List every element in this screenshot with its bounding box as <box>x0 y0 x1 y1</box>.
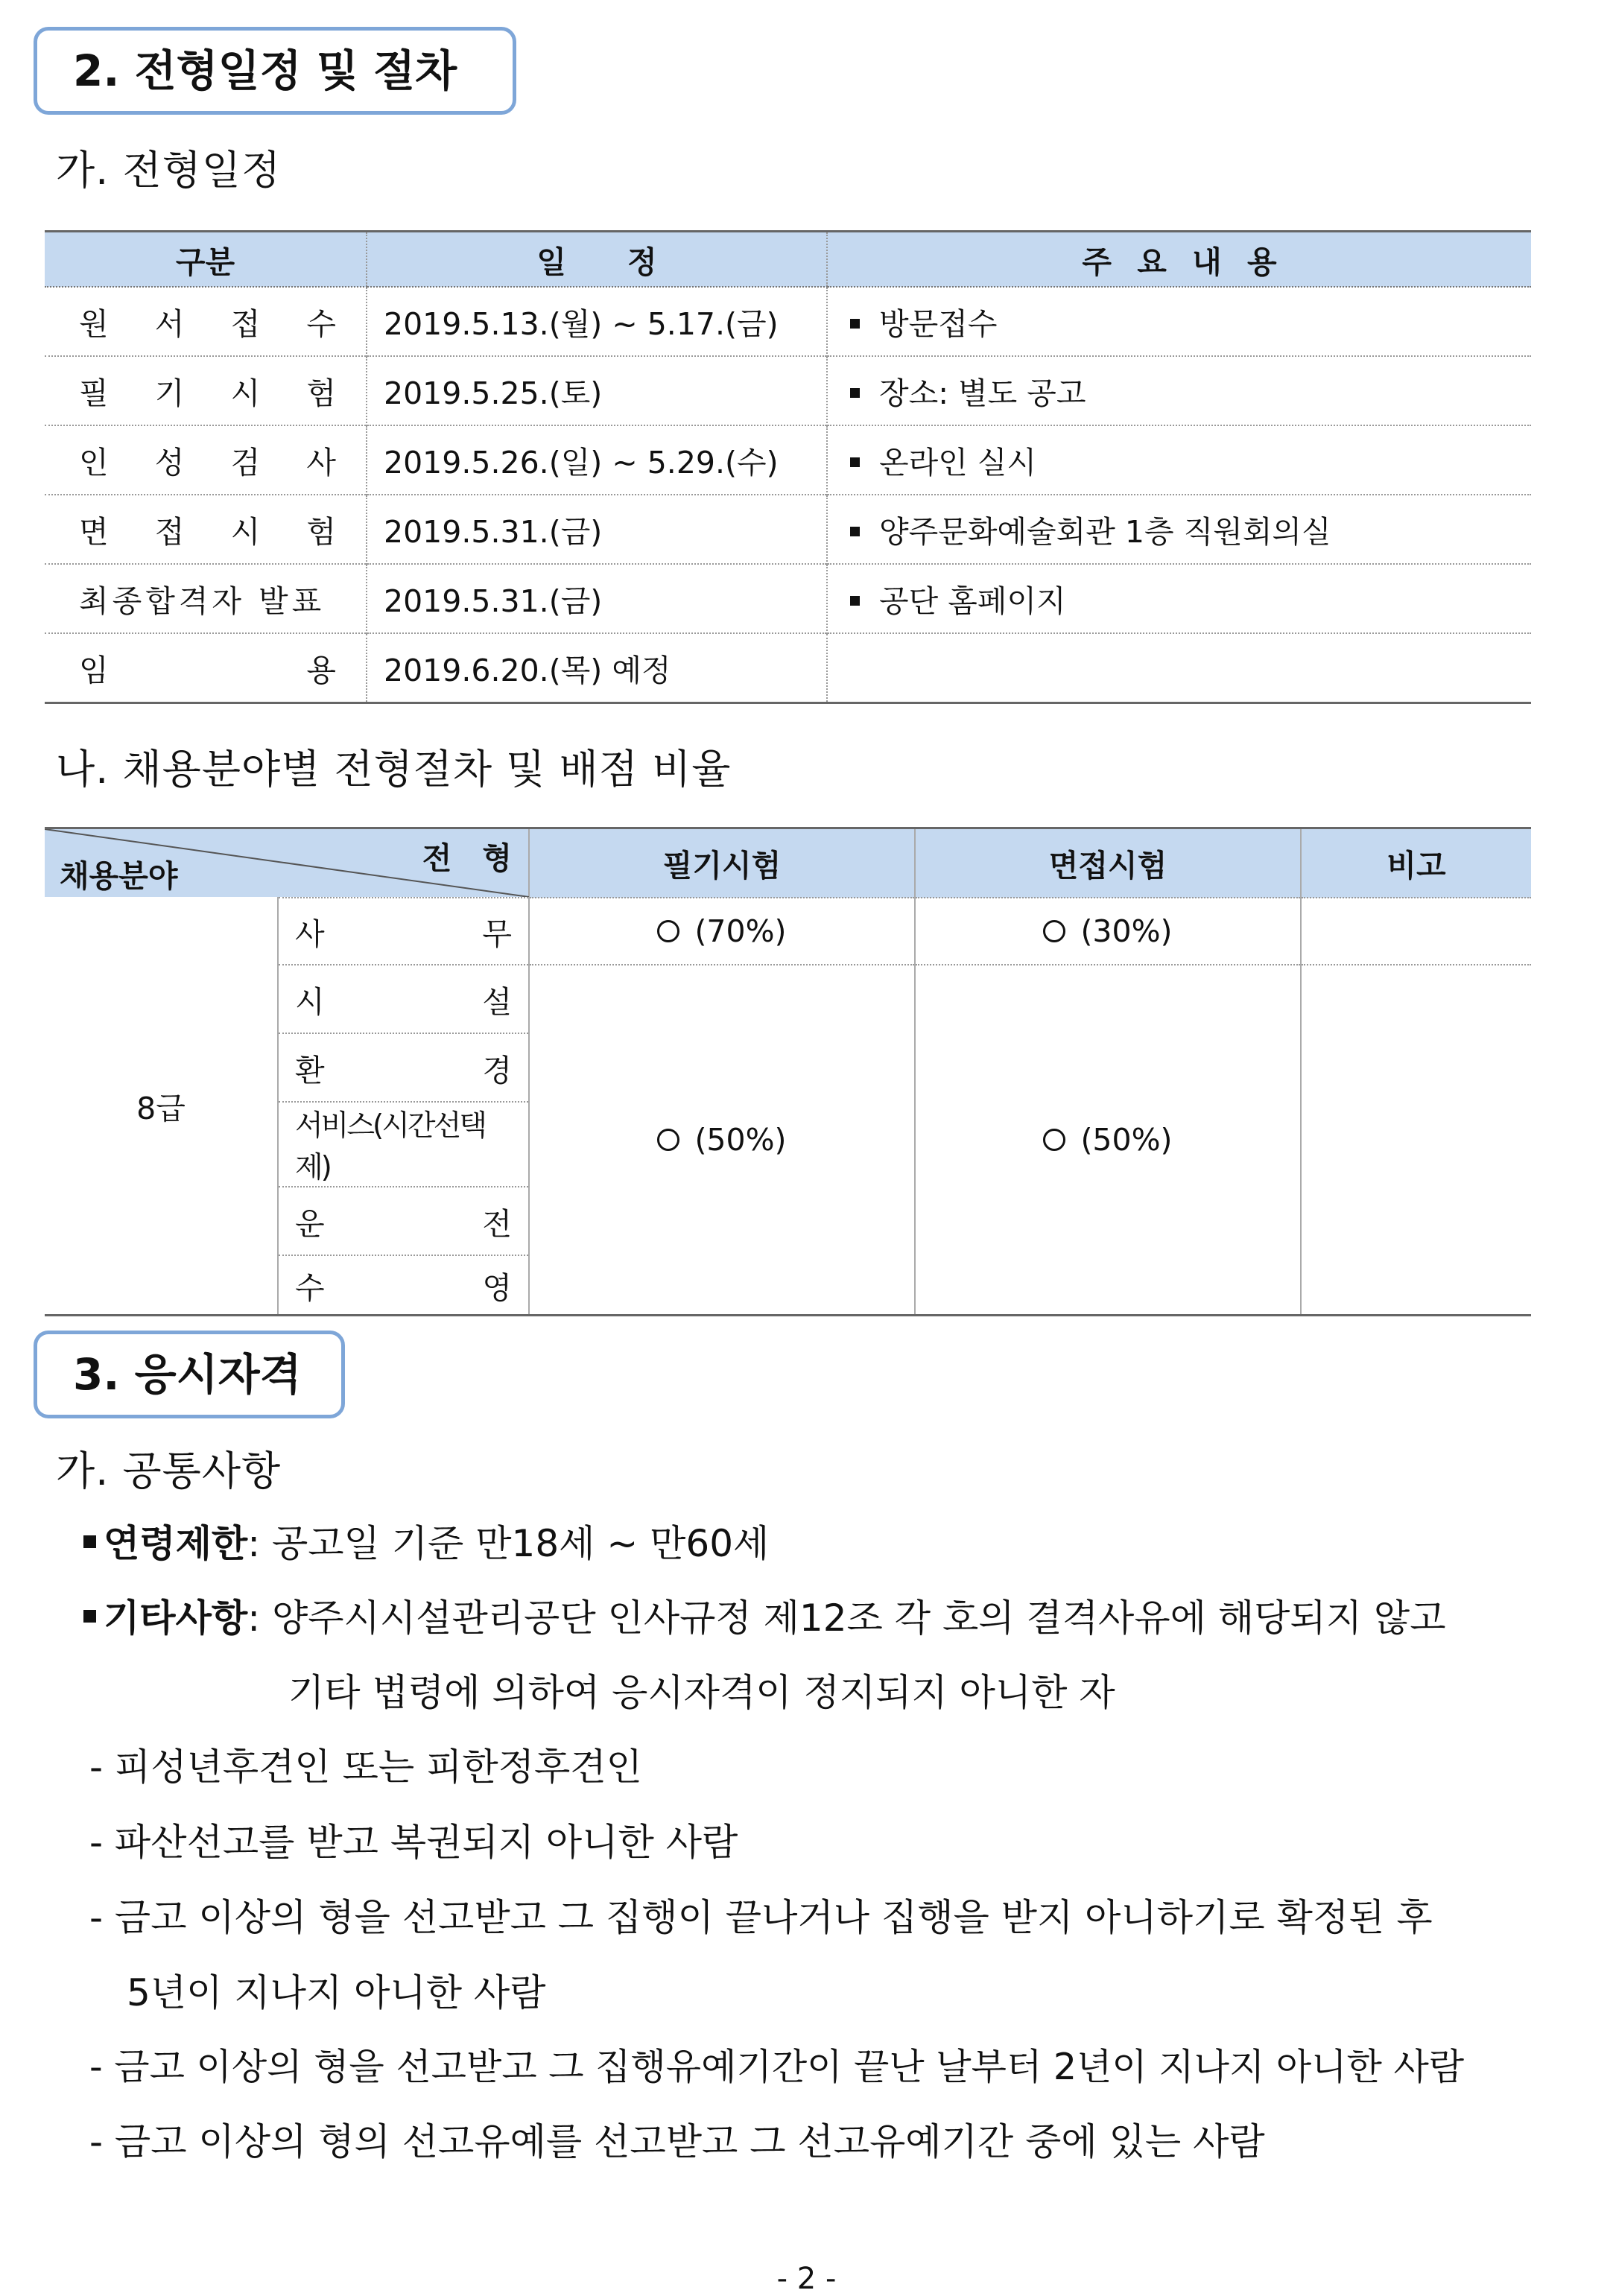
job-char: 사 <box>295 916 325 952</box>
list-item: - 피성년후견인 또는 피한정후견인 <box>89 1745 642 1789</box>
diagonal-header-top: 전 형 <box>422 840 512 876</box>
header-content: 주 요 내 용 <box>827 232 1531 288</box>
list-item: - 파산선고를 받고 복권되지 아니한 사람 <box>89 1821 738 1864</box>
schedule-note <box>827 287 1531 356</box>
schedule-note <box>827 564 1531 633</box>
schedule-row <box>45 564 1531 633</box>
category-char: 험 <box>306 514 336 550</box>
schedule-note <box>827 425 1531 495</box>
procedure-row <box>45 898 1531 965</box>
header-remark: 비고 <box>1301 828 1531 898</box>
schedule-note <box>827 356 1531 425</box>
job-field <box>278 965 529 1033</box>
interview-score-cell <box>915 965 1301 1316</box>
list-item-continued: 5년이 지나지 아니한 사람 <box>127 1971 546 2014</box>
category-char: 임 <box>79 653 109 688</box>
header-schedule: 일 정 <box>367 232 827 288</box>
schedule-row <box>45 356 1531 425</box>
job-char: 영 <box>482 1269 512 1306</box>
category-char: 사 <box>306 445 336 481</box>
etc-line <box>83 1596 1446 1640</box>
category-char: 성 <box>154 445 185 481</box>
category-char: 험 <box>306 375 336 411</box>
square-bullet-icon <box>850 527 860 536</box>
schedule-note-text: 양주문화예술회관 1층 직원회의실 <box>879 514 1331 550</box>
diagonal-header-bottom: 채용분야 <box>60 858 178 894</box>
schedule-category <box>45 564 367 633</box>
schedule-category <box>45 425 367 495</box>
schedule-note <box>827 633 1531 703</box>
schedule-note-text: 장소: 별도 공고 <box>879 375 1086 411</box>
category-char: 원 <box>79 306 109 342</box>
page-number: - 2 - <box>776 2262 837 2296</box>
schedule-row <box>45 425 1531 495</box>
schedule-category <box>45 287 367 356</box>
category-char: 면 <box>79 514 109 550</box>
schedule-date: 2019.5.26.(일) ~ 5.29.(수) <box>367 425 827 495</box>
common-subheading: 가. 공통사항 <box>56 1447 282 1494</box>
job-field <box>278 1102 529 1187</box>
job-char: 전 <box>482 1205 512 1242</box>
schedule-date: 2019.5.31.(금) <box>367 564 827 633</box>
schedule-category <box>45 633 367 703</box>
age-limit-text: : 공고일 기준 만18세 ~ 만60세 <box>247 1522 770 1565</box>
written-score-cell <box>529 965 915 1316</box>
section-3-title-box <box>34 1331 345 1418</box>
square-bullet-icon <box>850 319 860 329</box>
square-bullet-icon <box>850 388 860 398</box>
header-interview: 면접시험 <box>915 828 1301 898</box>
category-char: 시 <box>230 375 261 411</box>
diagonal-header-cell <box>45 828 529 898</box>
list-item: - 금고 이상의 형의 선고유예를 선고받고 그 선고유예기간 중에 있는 사람 <box>89 2120 1265 2163</box>
job-field <box>278 1187 529 1255</box>
job-char: 경 <box>482 1052 512 1088</box>
circle-mark-icon <box>1043 1129 1065 1151</box>
category-char: 시 <box>230 514 261 550</box>
grade-cell: 8급 <box>136 1091 186 1126</box>
schedule-category <box>45 495 367 564</box>
category-char: 수 <box>306 306 336 342</box>
job-char: 설 <box>482 983 512 1020</box>
job-char: 운 <box>295 1205 325 1242</box>
schedule-row <box>45 287 1531 356</box>
job-char: 환 <box>295 1052 325 1088</box>
category-char: 필 <box>79 375 109 411</box>
schedule-date: 2019.5.25.(토) <box>367 356 827 425</box>
score-text: (70%) <box>694 913 787 949</box>
category-char: 접 <box>154 514 185 550</box>
remark-cell <box>1301 898 1531 965</box>
schedule-row <box>45 495 1531 564</box>
job-field <box>278 898 529 965</box>
written-score-cell <box>529 898 915 965</box>
square-bullet-icon <box>850 596 860 606</box>
job-char: 수 <box>295 1269 325 1306</box>
header-category: 구분 <box>45 232 367 288</box>
schedule-note-text: 공단 홈페이지 <box>879 583 1066 619</box>
category-char: 최종합격자 발표 <box>79 583 326 619</box>
list-item: - 금고 이상의 형을 선고받고 그 집행이 끝나거나 집행을 받지 아니하기로 확정된 후 <box>89 1896 1433 1939</box>
category-char: 기 <box>154 375 185 411</box>
list-item: - 금고 이상의 형을 선고받고 그 집행유예기간이 끝난 날부터 2년이 지나지 아니한 사람 <box>89 2046 1465 2088</box>
header-written: 필기시험 <box>529 828 915 898</box>
age-limit-line <box>83 1522 770 1565</box>
procedure-subheading: 나. 채용분야별 전형절차 및 배점 비율 <box>56 746 732 793</box>
schedule-header-row <box>45 232 1531 288</box>
score-text: (50%) <box>1080 1122 1173 1158</box>
schedule-note-text: 방문접수 <box>879 306 998 342</box>
job-char: 시 <box>295 983 325 1020</box>
section-3-title: 3. 응시자격 <box>73 1349 302 1400</box>
etc-label: 기타사항 <box>104 1596 248 1640</box>
score-text: (30%) <box>1080 913 1173 949</box>
etc-text-continued: 기타 법령에 의하여 응시자격이 정지되지 아니한 자 <box>288 1671 1115 1714</box>
job-field <box>278 1033 529 1102</box>
section-2-title-box <box>34 27 516 115</box>
job-char: 서비스(시간선택제) <box>295 1109 485 1185</box>
procedure-table <box>45 827 1531 1316</box>
category-char: 서 <box>154 306 185 342</box>
circle-mark-icon <box>657 1129 679 1151</box>
schedule-row <box>45 633 1531 703</box>
job-char: 무 <box>482 916 512 952</box>
remark-cell <box>1301 965 1531 1316</box>
category-char: 인 <box>79 445 109 481</box>
procedure-header-row <box>45 828 1531 898</box>
schedule-note <box>827 495 1531 564</box>
interview-score-cell <box>915 898 1301 965</box>
job-field <box>278 1255 529 1316</box>
schedule-date: 2019.5.31.(금) <box>367 495 827 564</box>
schedule-table <box>45 230 1531 704</box>
schedule-date: 2019.5.13.(월) ~ 5.17.(금) <box>367 287 827 356</box>
square-bullet-icon <box>850 457 860 467</box>
square-bullet-icon <box>83 1610 96 1623</box>
circle-mark-icon <box>657 920 679 942</box>
section-2-title: 2. 전형일정 및 절차 <box>73 45 457 96</box>
circle-mark-icon <box>1043 920 1065 942</box>
category-char: 접 <box>230 306 261 342</box>
square-bullet-icon <box>83 1535 96 1548</box>
age-limit-label: 연령제한 <box>104 1522 248 1565</box>
etc-text: : 양주시시설관리공단 인사규정 제12조 각 호의 결격사유에 해당되지 않고 <box>247 1596 1446 1640</box>
schedule-date: 2019.6.20.(목) 예정 <box>367 633 827 703</box>
schedule-category <box>45 356 367 425</box>
schedule-note-text: 온라인 실시 <box>879 445 1037 481</box>
category-char: 용 <box>306 653 336 688</box>
category-char: 검 <box>230 445 261 481</box>
schedule-subheading: 가. 전형일정 <box>56 147 282 194</box>
score-text: (50%) <box>694 1122 787 1158</box>
